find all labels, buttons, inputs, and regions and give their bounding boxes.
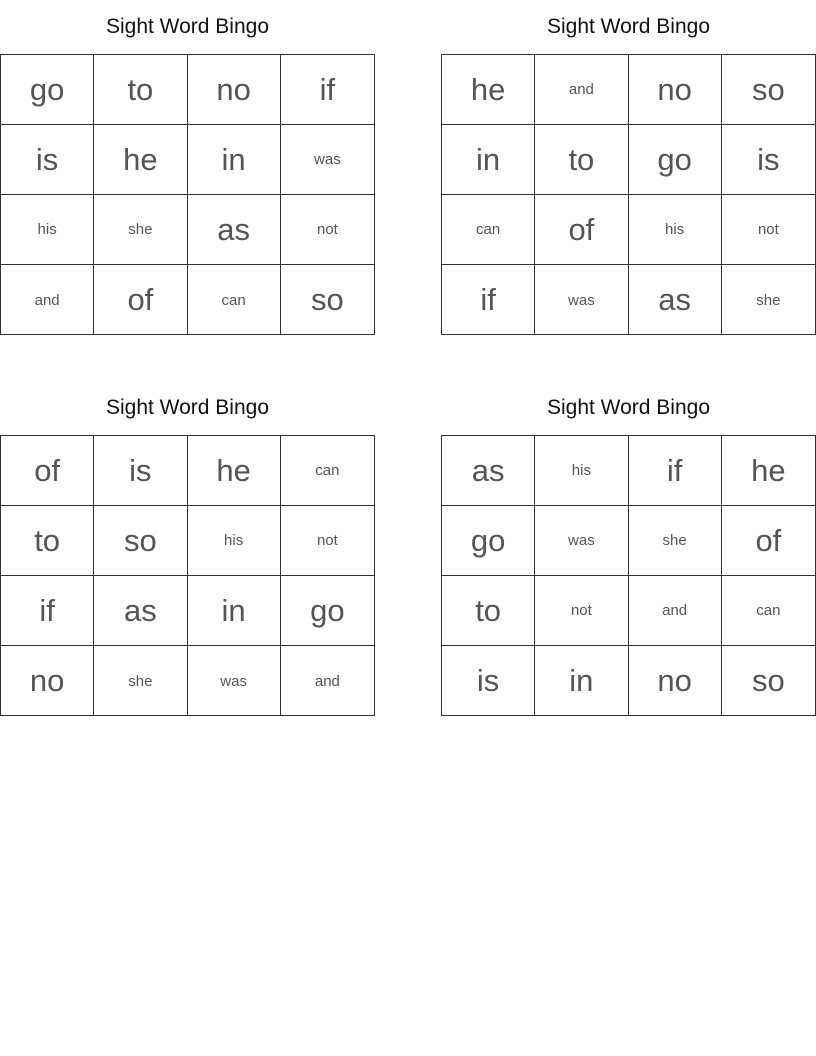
bingo-cell: he xyxy=(94,125,187,195)
bingo-cell: she xyxy=(94,646,187,716)
bingo-cell: if xyxy=(629,436,722,506)
bingo-cell: she xyxy=(94,195,187,265)
bingo-cell: she xyxy=(629,506,722,576)
bingo-cell: if xyxy=(442,265,535,335)
bingo-card-3 xyxy=(0,381,375,716)
bingo-cell: as xyxy=(442,436,535,506)
bingo-card-1 xyxy=(0,0,375,335)
bingo-cell: in xyxy=(188,576,281,646)
bingo-grid xyxy=(0,435,375,716)
bingo-cell: go xyxy=(1,55,94,125)
bingo-cell: his xyxy=(629,195,722,265)
bingo-cell: so xyxy=(311,282,344,317)
bingo-cell: in xyxy=(188,125,281,195)
bingo-cell: his xyxy=(188,506,281,576)
bingo-cell: was xyxy=(535,506,628,576)
bingo-cell: can xyxy=(442,195,535,265)
bingo-card-2 xyxy=(441,0,816,335)
bingo-cell: he xyxy=(188,436,281,506)
bingo-cell: was xyxy=(535,265,628,335)
bingo-cell: she xyxy=(756,291,781,309)
bingo-cell: can xyxy=(281,436,374,506)
bingo-cell: as xyxy=(94,576,187,646)
card-title: Sight Word Bingo xyxy=(546,15,711,38)
bingo-cell: if xyxy=(281,55,374,125)
bingo-cell: no xyxy=(629,646,722,716)
bingo-cell: as xyxy=(188,195,281,265)
card-title: Sight Word Bingo xyxy=(105,15,270,38)
card-title: Sight Word Bingo xyxy=(546,396,711,419)
bingo-cell: so xyxy=(722,55,815,125)
bingo-cell: was xyxy=(188,646,281,716)
bingo-cell: as xyxy=(629,265,722,335)
bingo-cell: in xyxy=(535,646,628,716)
bingo-cell: not xyxy=(281,506,374,576)
bingo-cell: of xyxy=(722,506,815,576)
bingo-cell: his xyxy=(1,195,94,265)
bingo-cell: can xyxy=(188,265,281,335)
bingo-cell: go xyxy=(629,125,722,195)
bingo-cell: to xyxy=(442,576,535,646)
bingo-cell: no xyxy=(188,55,281,125)
bingo-cell: is xyxy=(94,436,187,506)
bingo-cell: to xyxy=(535,125,628,195)
bingo-cell: no xyxy=(629,55,722,125)
bingo-cell: go xyxy=(442,506,535,576)
bingo-cell: and xyxy=(535,55,628,125)
bingo-cell: so xyxy=(94,506,187,576)
bingo-cell: go xyxy=(281,576,374,646)
bingo-cell: no xyxy=(1,646,94,716)
bingo-cell: of xyxy=(94,265,187,335)
bingo-cell: to xyxy=(94,55,187,125)
bingo-cell: can xyxy=(722,576,815,646)
bingo-cell: his xyxy=(535,436,628,506)
bingo-cell: so xyxy=(752,663,785,698)
bingo-cell: and xyxy=(1,265,94,335)
bingo-grid xyxy=(441,54,816,335)
bingo-cell: not xyxy=(281,195,374,265)
bingo-cell: was xyxy=(281,125,374,195)
bingo-grid xyxy=(0,54,375,335)
bingo-cell: of xyxy=(1,436,94,506)
bingo-cell: is xyxy=(722,125,815,195)
bingo-grid xyxy=(441,435,816,716)
bingo-card-4 xyxy=(441,381,816,716)
bingo-cell: he xyxy=(722,436,815,506)
bingo-cell: and xyxy=(629,576,722,646)
bingo-cell: if xyxy=(1,576,94,646)
bingo-cell: is xyxy=(1,125,94,195)
bingo-cell: is xyxy=(442,646,535,716)
bingo-cell: in xyxy=(442,125,535,195)
bingo-cell: not xyxy=(722,195,815,265)
bingo-cell: not xyxy=(535,576,628,646)
bingo-cell: and xyxy=(314,672,340,690)
bingo-cell: he xyxy=(442,55,535,125)
bingo-cell: to xyxy=(1,506,94,576)
bingo-cell: of xyxy=(535,195,628,265)
card-title: Sight Word Bingo xyxy=(105,396,270,419)
